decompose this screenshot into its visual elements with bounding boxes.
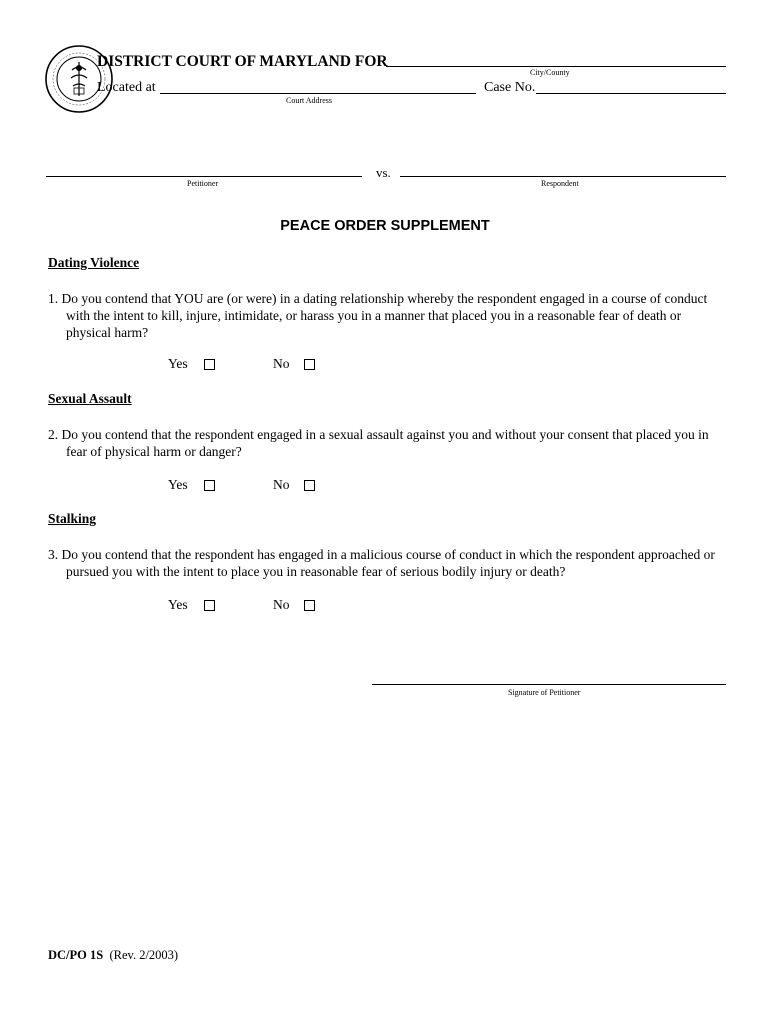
question-number: 3. <box>48 547 59 562</box>
petitioner-field[interactable] <box>46 176 362 177</box>
vs-label: vs. <box>376 165 391 180</box>
question-number: 1. <box>48 291 59 306</box>
no-checkbox[interactable] <box>304 480 315 491</box>
no-label: No <box>273 597 290 612</box>
no-label: No <box>273 477 290 492</box>
no-checkbox[interactable] <box>304 600 315 611</box>
question-2 <box>48 426 728 460</box>
city-county-caption: City/County <box>530 68 570 77</box>
no-checkbox[interactable] <box>304 359 315 370</box>
located-at-label: Located at <box>97 80 156 95</box>
form-code: DC/PO 1S <box>48 948 104 962</box>
respondent-caption: Respondent <box>541 179 579 188</box>
city-county-field[interactable] <box>386 66 726 67</box>
case-no-label: Case No. <box>484 80 536 95</box>
question-text: Do you contend that YOU are (or were) in a dating relationship whereby the respondent engaged in a course of conduct with the intent to kill, injure, intimidate, or harass you in a manner that placed you in a reasonable fear of death or physical harm? <box>61 291 708 340</box>
yes-label: Yes <box>168 597 188 612</box>
section-heading-stalking: Stalking <box>48 511 97 526</box>
form-revision: (Rev. 2/2003) <box>109 948 179 962</box>
yes-checkbox[interactable] <box>204 480 215 491</box>
no-label: No <box>273 356 290 371</box>
case-no-field[interactable] <box>536 93 726 94</box>
court-title: DISTRICT COURT OF MARYLAND FOR <box>97 53 388 70</box>
signature-field[interactable] <box>372 684 726 685</box>
yes-label: Yes <box>168 356 188 371</box>
question-3 <box>48 546 728 580</box>
court-address-field[interactable] <box>160 93 476 94</box>
form-footer <box>48 948 178 963</box>
respondent-field[interactable] <box>400 176 726 177</box>
signature-caption: Signature of Petitioner <box>508 688 581 697</box>
document-title: PEACE ORDER SUPPLEMENT <box>280 218 490 234</box>
section-heading-dating-violence: Dating Violence <box>48 255 140 270</box>
question-number: 2. <box>48 427 59 442</box>
court-address-caption: Court Address <box>286 96 332 105</box>
petitioner-caption: Petitioner <box>187 179 219 188</box>
question-text: Do you contend that the respondent engaged in a sexual assault against you and without your consent that placed you in fear of physical harm or danger? <box>61 427 709 459</box>
yes-checkbox[interactable] <box>204 359 215 370</box>
question-text: Do you contend that the respondent has engaged in a malicious course of conduct in which the respondent approached or pursued you with the intent to place you in reasonable fear of serious bodily injury or death? <box>61 547 715 579</box>
yes-label: Yes <box>168 477 188 492</box>
yes-checkbox[interactable] <box>204 600 215 611</box>
question-1 <box>48 290 728 341</box>
section-heading-sexual-assault: Sexual Assault <box>48 391 132 406</box>
